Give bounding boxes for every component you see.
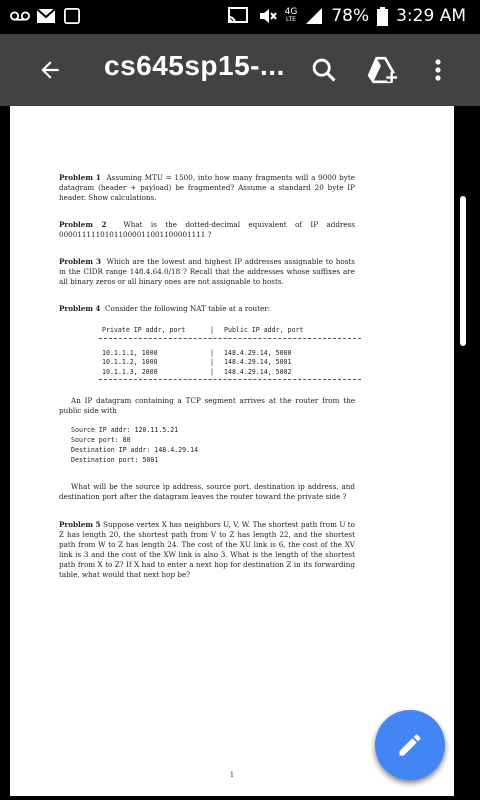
network-type: 4G LTE [284, 7, 298, 23]
table-divider [99, 379, 361, 380]
problem-3: Problem 3 Which are the lowest and highest IP addresses assignable to hosts in the CIDR range 148.4.64.0/18 ? Recall that the addresses whose suffixes are all binary zeros or all binary ones are not assignable to hosts. [59, 257, 355, 286]
search-button[interactable] [304, 50, 344, 90]
more-options-button[interactable] [418, 50, 458, 90]
back-button[interactable] [30, 50, 70, 90]
nat-table-header: Private IP addr, port | Public IP addr, port [102, 326, 304, 334]
battery-percent: 78% [331, 6, 370, 26]
table-divider [99, 338, 361, 339]
problem-1: Problem 1 Assuming MTU = 1500, into how many fragments will a 9000 byte datagram (header + payload) be fragmented? Assume a standard 20 byte IP header. Show calculations. [59, 173, 355, 202]
page-number: 1 [229, 771, 235, 779]
add-to-drive-button[interactable] [362, 50, 402, 90]
datagram-fields: Source IP addr: 120.11.5.21 Source port: 80 Destination IP addr: 148.4.29.14 Destination port: 5001 [71, 426, 199, 464]
nat-table [59, 326, 355, 380]
clock: 3:29 AM [396, 6, 466, 26]
problem-4: Problem 4 Consider the following NAT table at a router: Private IP addr, port | Public IP addr, port 10.1.1.1, 1000 | 148.4.29.14, 5000 10.1.1.2, 1000 | 148.4.29.14, 5001 10.1.1.3, 2000 | 148.4.29.14, 5002 An IP datagram containing a TCP segment arrives at the router from the public side with Source IP addr: 120.11.5.21 Source port: 80 Destination IP addr: 148.4.29.14 Destination port: 5001 What will be the source ip address, source port, destination ip address, and destination port after the datagram leaves the router toward the private side ? [59, 304, 355, 502]
cast-icon [227, 7, 249, 25]
more-vert-icon [434, 57, 442, 83]
edit-fab-button[interactable] [375, 710, 445, 780]
status-bar [0, 0, 480, 34]
back-arrow-icon [37, 57, 63, 83]
problem-5: Problem 5 Suppose vertex X has neighbors U, V, W. The shortest path from U to Z has length 20, the shortest path from V to Z has length 22, and the shortest path from W to Z has length 24. The cost of the XU link is 6, the cost of the XV link is 3 and the cost of the XW link is also 3. What is the length of the shortest path from X to Z? If X had to enter a next hop for destination Z in its forwarding table, what would that next hop be? [59, 519, 355, 579]
p4-question: What will be the source ip address, source port, destination ip address, and destination port after the datagram leaves the router toward the private side ? [59, 481, 355, 501]
table-row: 10.1.1.1, 1000 | 148.4.29.14, 5000 [102, 348, 292, 357]
signal-icon [305, 7, 323, 25]
problem-2: Problem 2 What is the dotted-decimal equivalent of IP address 00001111101011000011001100001111 ? [59, 220, 355, 239]
document-content [59, 173, 355, 597]
scrollbar-thumb[interactable] [460, 196, 466, 346]
battery-icon [377, 7, 388, 26]
voicemail-icon [10, 8, 30, 24]
p4-paragraph: An IP datagram containing a TCP segment arrives at the router from the public side with [59, 396, 355, 416]
table-row: 10.1.1.2, 1000 | 148.4.29.14, 5001 [102, 358, 292, 367]
edit-pencil-icon [396, 731, 424, 759]
square-icon [62, 8, 82, 24]
search-icon [310, 56, 338, 84]
gmail-icon [36, 8, 56, 24]
table-row: 10.1.1.3, 2000 | 148.4.29.14, 5002 [102, 367, 292, 376]
document-viewport[interactable] [0, 106, 480, 800]
mute-icon [257, 7, 277, 25]
app-bar [0, 34, 480, 106]
drive-add-icon [367, 56, 397, 84]
document-title: cs645sp15-... [104, 50, 285, 81]
pdf-page [10, 106, 454, 796]
